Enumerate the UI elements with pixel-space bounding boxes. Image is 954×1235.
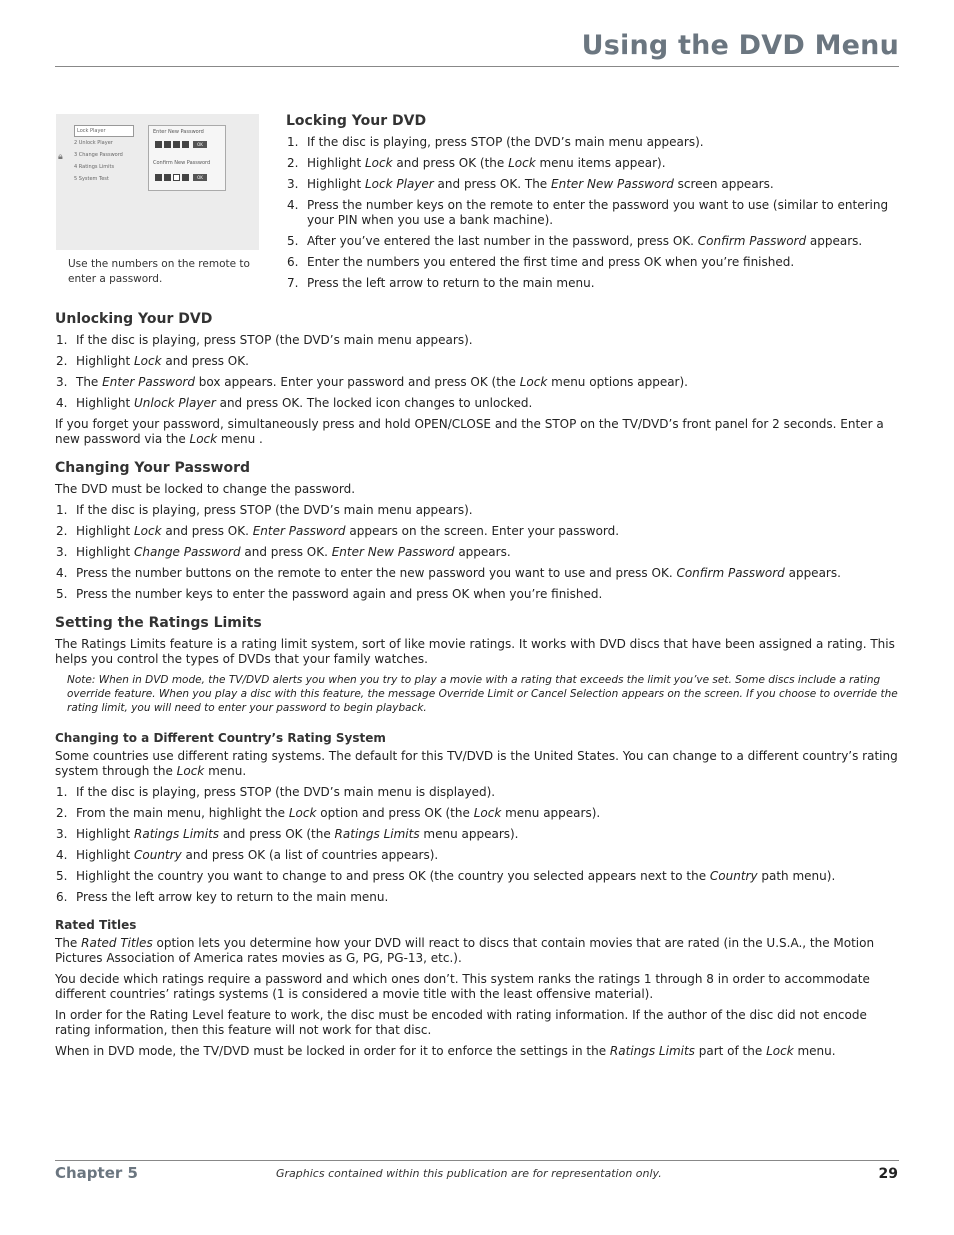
locking-section (286, 112, 898, 297)
emphasis-text: Enter Password (252, 524, 346, 538)
step-number: 3. (56, 827, 68, 841)
step-item (55, 503, 900, 518)
rated-titles-heading: Rated Titles (55, 918, 137, 932)
locking-heading: Locking Your DVD (286, 113, 427, 129)
mock-menu-item: 4 Ratings Limits (74, 164, 115, 170)
emphasis-text: Enter Password (102, 375, 195, 389)
step-item (286, 156, 898, 171)
step-item (55, 587, 900, 602)
emphasis-text: Rated Titles (81, 936, 153, 950)
text-run: and press OK. (161, 524, 253, 538)
mock-enter-label: Enter New Password (153, 129, 204, 135)
text-run: Highlight (76, 545, 134, 559)
step-number: 6. (287, 255, 299, 269)
step-item (286, 234, 898, 249)
unlocking-section (55, 310, 900, 447)
text-run: If the disc is playing, press STOP (the DVD’s main menu appears). (307, 135, 704, 149)
page-number: 29 (878, 1166, 898, 1182)
text-run: From the main menu, highlight the (76, 806, 289, 820)
mock-menu-item: Lock Player (74, 125, 134, 137)
text-run: screen appears. (673, 177, 774, 191)
text-run: and press OK (the (219, 827, 335, 841)
changing-intro: The DVD must be locked to change the password. (55, 482, 356, 496)
step-item (55, 396, 900, 411)
step-item (286, 276, 898, 291)
lock-icon: 🔒︎ (58, 152, 63, 162)
text-run: Some countries use different rating systems. The default for this TV/DVD is the United States. You can change to a different country’s rating system through the (55, 749, 898, 778)
emphasis-text: Lock (766, 1044, 794, 1058)
page-title: Using the DVD Menu (581, 30, 899, 61)
step-number: 1. (56, 785, 68, 799)
step-item (55, 890, 900, 905)
step-number: 7. (287, 276, 299, 290)
ratings-heading: Setting the Ratings Limits (55, 615, 262, 631)
footer-note: Graphics contained within this publication are for representation only. (276, 1167, 662, 1180)
mock-menu-item: 5 System Test (74, 176, 109, 182)
emphasis-text: Confirm Password (697, 234, 807, 248)
mock-confirm-label: Confirm New Password (153, 160, 211, 166)
step-number: 4. (56, 566, 68, 580)
unlocking-steps (55, 333, 900, 411)
step-item (286, 177, 898, 192)
step-number: 3. (56, 545, 68, 559)
step-number: 1. (287, 135, 299, 149)
emphasis-text: Lock (473, 806, 502, 820)
text-run: Highlight (76, 827, 134, 841)
emphasis-text: Lock (365, 156, 393, 170)
text-run: menu appears). (501, 806, 601, 820)
country-steps (55, 785, 900, 905)
text-run: Press the left arrow key to return to the main menu. (76, 890, 389, 904)
text-run: and press OK (a list of countries appears). (181, 848, 439, 862)
emphasis-text: Enter New Password (331, 545, 455, 559)
text-run: If the disc is playing, press STOP (the DVD’s main menu is displayed). (76, 785, 496, 799)
password-digit-box (173, 174, 180, 181)
text-run: menu . (217, 432, 263, 446)
mock-menu-item: 3 Change Password (74, 152, 123, 158)
text-run: menu items appear). (535, 156, 666, 170)
forgot-password-paragraph (55, 417, 900, 447)
country-intro (55, 749, 900, 779)
step-number: 6. (56, 890, 68, 904)
step-number: 4. (287, 198, 299, 212)
text-run: Press the number keys on the remote to enter the password you want to use (similar to entering your PIN when you use a bank machine). (307, 198, 889, 227)
step-item (55, 545, 900, 560)
emphasis-text: Lock (176, 764, 205, 778)
mock-ok-button: OK (193, 141, 207, 148)
country-section (55, 730, 900, 905)
emphasis-text: Ratings Limits (334, 827, 420, 841)
text-run: appears. (784, 566, 841, 580)
ratings-intro: The Ratings Limits feature is a rating limit system, sort of like movie ratings. It works with DVD discs that have been assigned a rating. This helps you control the types of DVDs that your family watches. (55, 637, 895, 666)
text-run: Highlight (307, 156, 365, 170)
text-run: appears. (806, 234, 863, 248)
step-item (55, 827, 900, 842)
step-number: 5. (287, 234, 299, 248)
locking-steps (286, 135, 898, 291)
emphasis-text: Lock (288, 806, 317, 820)
figure-caption: Use the numbers on the remote to enter a password. (68, 258, 250, 285)
text-run: Highlight the country you want to change to and press OK (the country you selected appears next to the (76, 869, 710, 883)
password-digit-box (155, 174, 162, 181)
emphasis-text: Lock (134, 354, 162, 368)
password-digit-box (173, 141, 180, 148)
step-item (286, 255, 898, 270)
text-run: option and press OK (the (316, 806, 474, 820)
text-run: If you forget your password, simultaneously press and hold OPEN/CLOSE and the STOP on the TV/DVD’s front panel for 2 seconds. Enter a new password via the (55, 417, 884, 446)
rated-paragraph (55, 1044, 900, 1059)
text-run: and press OK. (240, 545, 332, 559)
text-run: option lets you determine how your DVD will react to discs that contain movies that are rated (in the U.S.A., the Motion Pictures Association of America rates movies as G, PG, PG-13, etc.). (55, 936, 875, 965)
step-number: 5. (56, 869, 68, 883)
emphasis-text: Lock (508, 156, 536, 170)
changing-steps (55, 503, 900, 602)
text-run: menu. (204, 764, 247, 778)
step-number: 1. (56, 503, 68, 517)
step-item (55, 354, 900, 369)
emphasis-text: Country (134, 848, 182, 862)
header-rule (55, 66, 899, 67)
text-run: Highlight (76, 848, 134, 862)
step-item (286, 198, 898, 228)
password-digit-box (182, 141, 189, 148)
step-item (286, 135, 898, 150)
text-run: Enter the numbers you entered the first time and press OK when you’re finished. (307, 255, 795, 269)
footer-chapter: Chapter 5 (55, 1164, 138, 1182)
step-item (55, 524, 900, 539)
text-run: When in DVD mode, the TV/DVD must be locked in order for it to enforce the settings in the (55, 1044, 610, 1058)
step-item (55, 566, 900, 581)
text-run: Highlight (76, 524, 134, 538)
step-number: 2. (56, 806, 68, 820)
text-run: The (55, 936, 82, 950)
mock-lock-menu (74, 125, 136, 185)
text-run: Press the left arrow to return to the main menu. (307, 276, 595, 290)
step-number: 3. (287, 177, 299, 191)
step-number: 3. (56, 375, 68, 389)
emphasis-text: Lock (189, 432, 218, 446)
password-digit-box (155, 141, 162, 148)
password-digit-box (164, 174, 171, 181)
changing-section (55, 459, 900, 602)
text-run: appears. (454, 545, 511, 559)
rated-titles-section (55, 917, 900, 1059)
text-run: You decide which ratings require a password and which ones don’t. This system ranks the ratings 1 through 8 in order to accommodate different countries’ ratings systems (1 is considered a movie title with the least offensive material). (55, 972, 870, 1001)
emphasis-text: Confirm Password (676, 566, 785, 580)
emphasis-text: Unlock Player (134, 396, 216, 410)
text-run: Press the number keys to enter the password again and press OK when you’re finished. (76, 587, 603, 601)
lock-screen-figure (56, 114, 259, 250)
text-run: and press OK. (161, 354, 249, 368)
step-number: 5. (56, 587, 68, 601)
text-run: appears on the screen. Enter your password. (345, 524, 620, 538)
step-number: 4. (56, 848, 68, 862)
step-item (55, 333, 900, 348)
password-digit-box (182, 174, 189, 181)
step-number: 2. (56, 524, 68, 538)
text-run: If the disc is playing, press STOP (the DVD’s main menu appears). (76, 503, 473, 517)
text-run: menu. (793, 1044, 836, 1058)
text-run: The (76, 375, 103, 389)
mock-ok-button: OK (193, 174, 207, 181)
text-run: Highlight (307, 177, 365, 191)
footer-rule (55, 1160, 899, 1161)
text-run: and press OK. The (433, 177, 552, 191)
step-item (55, 869, 900, 884)
step-number: 4. (56, 396, 68, 410)
mock-password-panel (148, 125, 226, 191)
rated-paragraph (55, 1008, 900, 1038)
emphasis-text: Change Password (134, 545, 241, 559)
emphasis-text: Ratings Limits (134, 827, 220, 841)
mock-confirm-boxes (155, 174, 207, 181)
rated-paragraph (55, 936, 900, 966)
text-run: menu options appear). (547, 375, 688, 389)
text-run: menu appears). (419, 827, 519, 841)
emphasis-text: Ratings Limits (609, 1044, 695, 1058)
text-run: Highlight (76, 354, 134, 368)
ratings-section (55, 614, 900, 715)
emphasis-text: Lock (134, 524, 162, 538)
unlocking-heading: Unlocking Your DVD (55, 311, 213, 327)
text-run: box appears. Enter your password and press OK (the (194, 375, 520, 389)
text-run: path menu). (757, 869, 836, 883)
text-run: and press OK (the (392, 156, 509, 170)
step-number: 2. (287, 156, 299, 170)
step-item (55, 785, 900, 800)
password-digit-box (164, 141, 171, 148)
country-heading: Changing to a Different Country’s Rating System (55, 731, 386, 745)
text-run: After you’ve entered the last number in the password, press OK. (307, 234, 698, 248)
text-run: In order for the Rating Level feature to work, the disc must be encoded with rating information. If the author of the disc did not encode rating information, then this feature will not work for that disc. (55, 1008, 867, 1037)
step-item (55, 806, 900, 821)
ratings-note: Note: When in DVD mode, the TV/DVD alerts you when you try to play a movie with a rating that exceeds the limit you’ve set. Some discs include a rating override feature. When you play a disc with this feature, the message Override Limit or Cancel Selection appears on the screen. If you choose to override the rating limit, you will need to enter your password to begin playback. (67, 674, 898, 714)
text-run: Highlight (76, 396, 134, 410)
emphasis-text: Lock Player (365, 177, 434, 191)
step-item (55, 848, 900, 863)
main-column (55, 310, 900, 1065)
changing-heading: Changing Your Password (55, 460, 251, 476)
text-run: If the disc is playing, press STOP (the DVD’s main menu appears). (76, 333, 473, 347)
text-run: part of the (694, 1044, 767, 1058)
step-number: 2. (56, 354, 68, 368)
emphasis-text: Country (709, 869, 758, 883)
mock-menu-item: 2 Unlock Player (74, 140, 113, 146)
step-item (55, 375, 900, 390)
rated-paragraph (55, 972, 900, 1002)
text-run: Press the number buttons on the remote to enter the new password you want to use and press OK. (76, 566, 677, 580)
step-number: 1. (56, 333, 68, 347)
emphasis-text: Lock (519, 375, 548, 389)
emphasis-text: Enter New Password (551, 177, 674, 191)
mock-password-boxes (155, 141, 207, 148)
text-run: and press OK. The locked icon changes to unlocked. (215, 396, 533, 410)
